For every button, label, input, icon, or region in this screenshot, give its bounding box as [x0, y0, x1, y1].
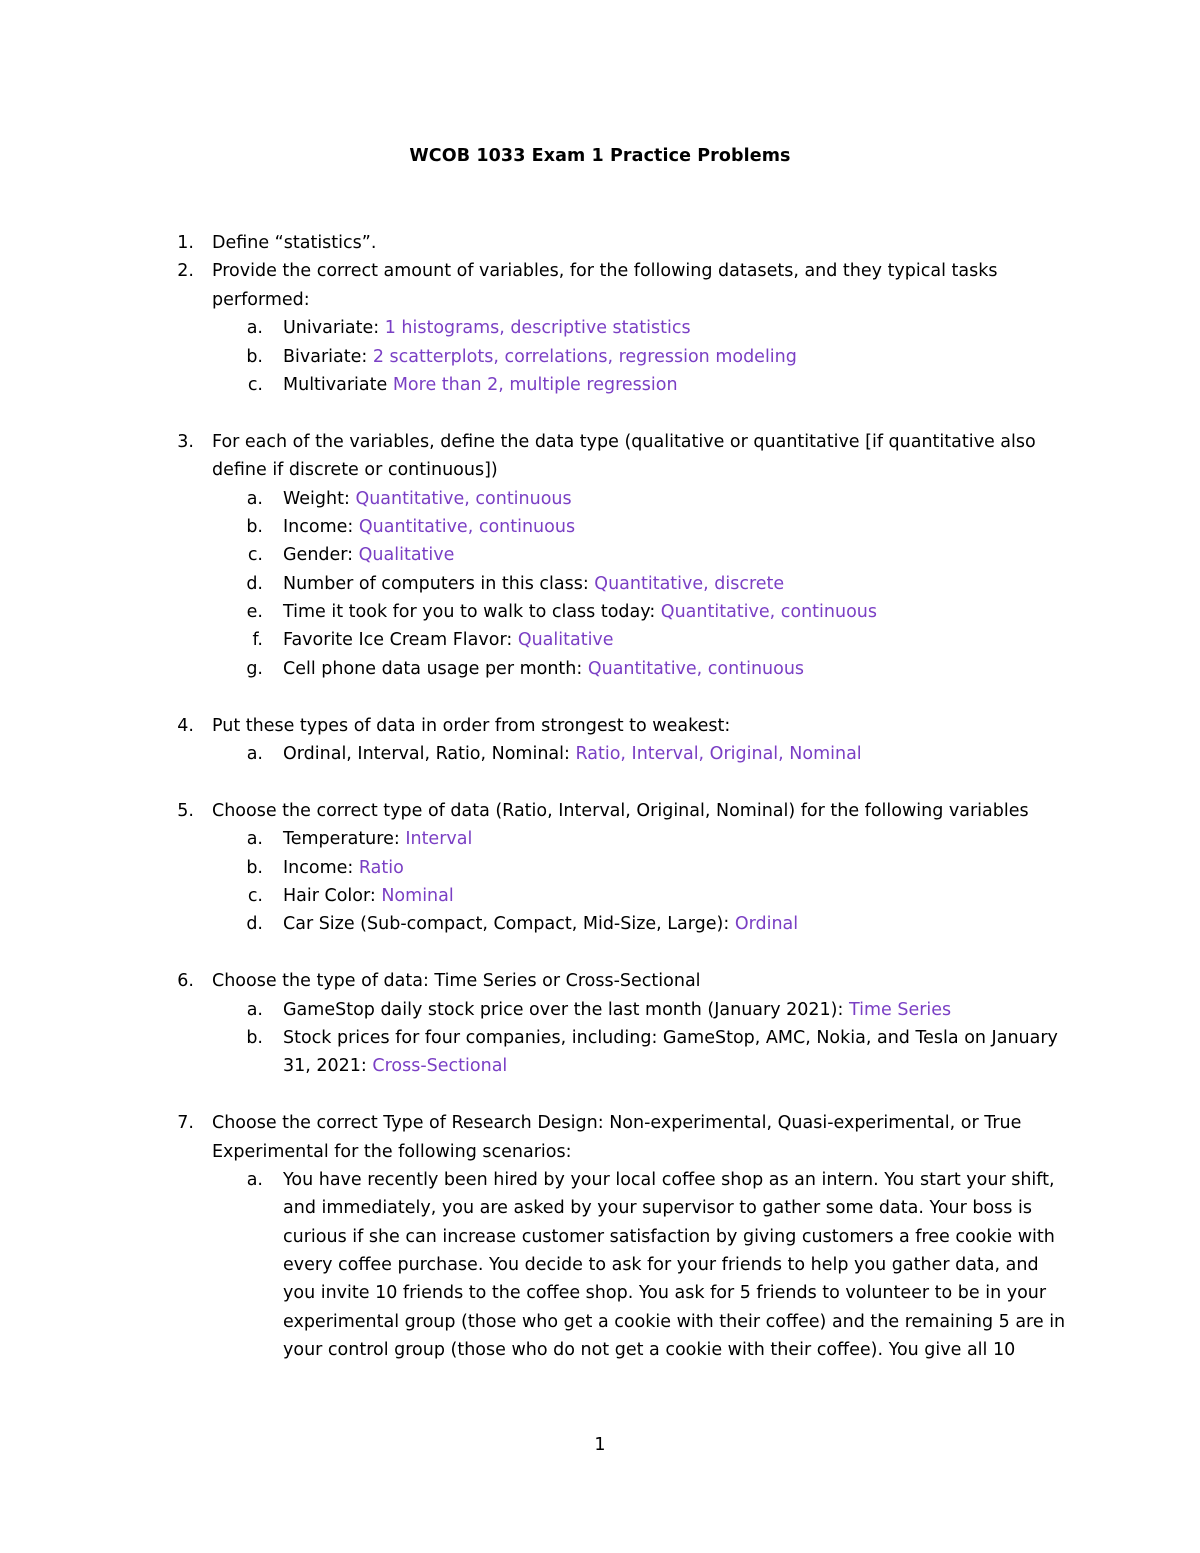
sub-item [0, 570, 1200, 598]
sub-item-letter: a. [246, 1169, 263, 1190]
sub-item [0, 825, 1200, 853]
sub-item-letter: b. [246, 516, 263, 537]
sub-item [0, 1024, 1200, 1052]
sub-item-answer: Nominal [381, 885, 454, 906]
sub-item-letter: c. [247, 885, 263, 906]
sub-item-answer: Ratio, Interval, Original, Nominal [575, 744, 862, 765]
spacer [0, 939, 1200, 967]
scenario-text: your control group (those who do not get a cookie with their coffee). You give all 10 [283, 1340, 1016, 1361]
sub-item-text [283, 314, 691, 342]
spacer [0, 1081, 1200, 1109]
sub-item-text [283, 513, 575, 541]
sub-item-continuation [0, 1052, 1200, 1080]
spacer [0, 683, 1200, 711]
sub-item-text [283, 854, 404, 882]
sub-item-text [283, 626, 614, 654]
sub-item-letter: a. [246, 829, 263, 850]
sub-item [0, 854, 1200, 882]
sub-item-text [283, 996, 951, 1024]
sub-item-question: Time it took for you to walk to class today: [283, 602, 661, 623]
scenario-text: every coffee purchase. You decide to ask for your friends to help you gather data, and [283, 1255, 1039, 1276]
sub-item [0, 314, 1200, 342]
sub-item-question: Ordinal, Interval, Ratio, Nominal: [283, 744, 576, 765]
question-item [0, 229, 1200, 257]
question-text: Choose the type of data: Time Series or Cross-Sectional [212, 971, 701, 992]
question-number: 7. [177, 1113, 194, 1134]
sub-item-continuation [0, 1336, 1200, 1364]
sub-item [0, 740, 1200, 768]
question-number: 2. [177, 261, 194, 282]
question-continuation [0, 1138, 1200, 1166]
sub-item-answer: Ordinal [734, 914, 799, 935]
sub-item-letter: g. [246, 658, 263, 679]
sub-item-question: Univariate: [283, 318, 385, 339]
sub-item-question: 31, 2021: [283, 1056, 373, 1077]
sub-item-answer: Quantitative, continuous [587, 658, 805, 679]
sub-item [0, 996, 1200, 1024]
sub-item [0, 910, 1200, 938]
spacer [0, 399, 1200, 427]
sub-item-answer: 1 histograms, descriptive statistics [384, 318, 691, 339]
question-number: 3. [177, 431, 194, 452]
sub-item-letter: a. [246, 744, 263, 765]
sub-item-text [283, 598, 877, 626]
sub-item-letter: e. [246, 602, 263, 623]
sub-item-question: Gender: [283, 545, 359, 566]
sub-item-answer: 2 scatterplots, correlations, regression modeling [372, 346, 797, 367]
sub-item-text [283, 882, 454, 910]
sub-item-continuation [0, 1279, 1200, 1307]
sub-item [0, 1166, 1200, 1194]
question-text: For each of the variables, define the data type (qualitative or quantitative [if quantitative also [212, 431, 1036, 452]
question-text: Choose the correct type of data (Ratio, Interval, Original, Nominal) for the following variables [212, 800, 1029, 821]
scenario-text: and immediately, you are asked by your supervisor to gather some data. Your boss is [283, 1198, 1032, 1219]
sub-item-letter: b. [246, 1027, 263, 1048]
sub-item-answer: Ratio [358, 857, 404, 878]
sub-item [0, 598, 1200, 626]
question-item [0, 967, 1200, 995]
sub-item-answer: Quantitative, continuous [660, 602, 878, 623]
page-number: 1 [594, 1435, 606, 1455]
sub-item-answer: Time Series [848, 999, 952, 1020]
sub-item-text [283, 825, 472, 853]
scenario-text: curious if she can increase customer satisfaction by giving customers a free cookie with [283, 1226, 1055, 1247]
sub-item [0, 882, 1200, 910]
sub-item-text [283, 740, 862, 768]
question-text: Choose the correct Type of Research Design: Non-experimental, Quasi-experimental, or True [212, 1113, 1022, 1134]
question-text: Experimental for the following scenarios: [212, 1141, 572, 1162]
sub-item-continuation [0, 1308, 1200, 1336]
question-item [0, 428, 1200, 456]
scenario-text: You have recently been hired by your local coffee shop as an intern. You start your shift, [283, 1169, 1055, 1190]
sub-item [0, 371, 1200, 399]
sub-item-question: Favorite Ice Cream Flavor: [283, 630, 518, 651]
sub-item-text [283, 343, 797, 371]
document-title: WCOB 1033 Exam 1 Practice Problems [409, 146, 791, 166]
sub-item-answer: Qualitative [358, 545, 455, 566]
sub-item [0, 485, 1200, 513]
sub-item-answer: Cross-Sectional [372, 1056, 508, 1077]
question-text: Provide the correct amount of variables, for the following datasets, and they typical tasks [212, 261, 998, 282]
sub-item-continuation [0, 1223, 1200, 1251]
question-text: define if discrete or continuous]) [212, 460, 498, 481]
question-continuation [0, 456, 1200, 484]
sub-item-text [283, 371, 678, 399]
sub-item-continuation [0, 1251, 1200, 1279]
question-number: 1. [177, 233, 194, 253]
sub-item-continuation [0, 1194, 1200, 1222]
question-text: performed: [212, 289, 310, 310]
question-item [0, 797, 1200, 825]
sub-item [0, 541, 1200, 569]
question-text: Define “statistics”. [212, 233, 377, 253]
question-text: Put these types of data in order from strongest to weakest: [212, 715, 731, 736]
sub-item-letter: d. [246, 914, 263, 935]
sub-item-text [283, 485, 572, 513]
sub-item-question: Stock prices for four companies, including: GameStop, AMC, Nokia, and Tesla on January [283, 1027, 1058, 1048]
sub-item-question: GameStop daily stock price over the last month (January 2021): [283, 999, 849, 1020]
sub-item [0, 343, 1200, 371]
scenario-text: you invite 10 friends to the coffee shop. You ask for 5 friends to volunteer to be in your [283, 1283, 1047, 1304]
sub-item-text [283, 655, 804, 683]
sub-item-letter: d. [246, 573, 263, 594]
sub-item-text [283, 570, 784, 598]
question-number: 6. [177, 971, 194, 992]
sub-item-question: Hair Color: [283, 885, 382, 906]
sub-item-question: Weight: [283, 488, 356, 509]
sub-item-answer: Qualitative [517, 630, 614, 651]
sub-item-letter: c. [247, 545, 263, 566]
sub-item-answer: Interval [405, 829, 473, 850]
question-item [0, 1109, 1200, 1137]
sub-item-text [283, 910, 798, 938]
sub-item [0, 655, 1200, 683]
question-item [0, 712, 1200, 740]
sub-item-letter: b. [246, 346, 263, 367]
question-list [0, 229, 1200, 1365]
sub-item-letter: a. [246, 488, 263, 509]
sub-item-question: Cell phone data usage per month: [283, 658, 588, 679]
sub-item-question: Bivariate: [283, 346, 373, 367]
question-number: 4. [177, 715, 194, 736]
sub-item-letter: c. [247, 374, 263, 395]
sub-item-question: Car Size (Sub-compact, Compact, Mid-Size, Large): [283, 914, 735, 935]
sub-item [0, 626, 1200, 654]
sub-item-answer: More than 2, multiple regression [392, 374, 678, 395]
sub-item [0, 513, 1200, 541]
sub-item-question: Multivariate [283, 374, 393, 395]
sub-item-letter: a. [246, 318, 263, 339]
sub-item-question: Temperature: [283, 829, 406, 850]
spacer [0, 768, 1200, 796]
sub-item-letter: a. [246, 999, 263, 1020]
sub-item-question: Number of computers in this class: [283, 573, 595, 594]
sub-item-text [283, 1052, 507, 1080]
sub-item-answer: Quantitative, continuous [355, 488, 572, 509]
sub-item-question: Income: [283, 857, 359, 878]
scenario-text: experimental group (those who get a cookie with their coffee) and the remaining 5 are in [283, 1311, 1066, 1332]
sub-item-answer: Quantitative, discrete [594, 573, 785, 594]
sub-item-text [283, 541, 454, 569]
question-item [0, 257, 1200, 285]
sub-item-letter: b. [246, 857, 263, 878]
sub-item-question: Income: [283, 516, 359, 537]
question-continuation [0, 286, 1200, 314]
sub-item-answer: Quantitative, continuous [358, 516, 576, 537]
sub-item-letter: f. [252, 630, 263, 651]
question-number: 5. [177, 800, 194, 821]
